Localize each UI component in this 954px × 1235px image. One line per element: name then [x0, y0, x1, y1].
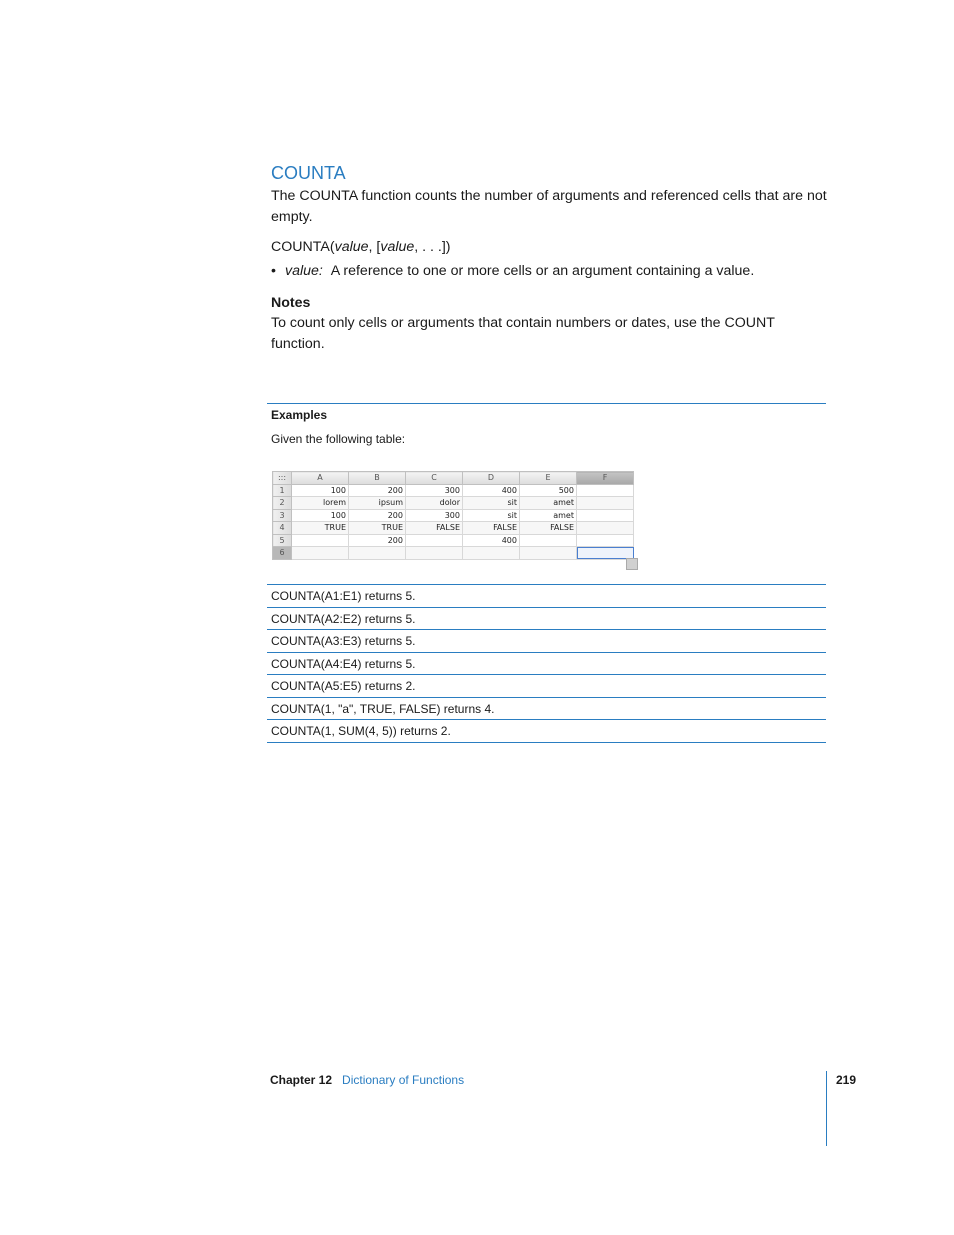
syntax-rest: , . . .]) — [414, 239, 451, 255]
table-cell: ipsum — [349, 497, 406, 510]
table-row — [273, 484, 634, 497]
table-cell — [292, 547, 349, 560]
table-cell: 300 — [406, 509, 463, 522]
table-cell: FALSE — [520, 522, 577, 535]
table-cell: TRUE — [349, 522, 406, 535]
table-cell: 200 — [349, 509, 406, 522]
table-row — [273, 497, 634, 510]
spreadsheet-image — [272, 471, 640, 572]
column-header-d: D — [463, 472, 520, 485]
list-item: COUNTA(1, "a", TRUE, FALSE) returns 4. — [267, 698, 826, 721]
table-cell — [577, 497, 634, 510]
list-item: COUNTA(A5:E5) returns 2. — [267, 675, 826, 698]
table-cell: 200 — [349, 484, 406, 497]
syntax-arg-2: value — [380, 239, 415, 255]
row-header: 3 — [273, 509, 292, 522]
table-cell: sit — [463, 509, 520, 522]
table-row — [273, 547, 634, 560]
bullet-dot: • — [271, 263, 276, 279]
argument-bullet — [271, 261, 827, 281]
function-description: The COUNTA function counts the number of arguments and referenced cells that are not empty. — [271, 188, 827, 225]
chapter-title-link[interactable]: Dictionary of Functions — [342, 1073, 465, 1087]
corner-cell: ::: — [273, 472, 292, 485]
table-cell — [577, 509, 634, 522]
column-header-a: A — [292, 472, 349, 485]
column-header-f: F — [577, 472, 634, 485]
footer-chapter — [270, 1073, 464, 1087]
table-cell — [349, 547, 406, 560]
function-syntax — [271, 237, 827, 257]
resize-handle-icon — [626, 558, 638, 570]
syntax-function-name: COUNTA — [271, 239, 330, 255]
row-header: 6 — [273, 547, 292, 560]
table-cell — [292, 534, 349, 547]
bullet-content — [285, 261, 754, 281]
list-item: COUNTA(A4:E4) returns 5. — [267, 653, 826, 676]
table-cell: amet — [520, 509, 577, 522]
table-cell: dolor — [406, 497, 463, 510]
examples-section — [267, 403, 826, 446]
table-cell: sit — [463, 497, 520, 510]
table-cell — [577, 534, 634, 547]
selected-cell — [577, 547, 634, 560]
syntax-open: ( — [329, 239, 335, 255]
table-cell: FALSE — [463, 522, 520, 535]
syntax-separator: , [ — [368, 239, 381, 255]
table-cell — [406, 534, 463, 547]
table-row — [273, 509, 634, 522]
table-cell: 100 — [292, 509, 349, 522]
list-item: COUNTA(A3:E3) returns 5. — [267, 630, 826, 653]
examples-intro: Given the following table: — [271, 432, 406, 446]
table-cell — [520, 547, 577, 560]
chapter-label: Chapter 12 — [270, 1073, 333, 1087]
row-header: 1 — [273, 484, 292, 497]
page-number: 219 — [836, 1073, 857, 1087]
column-header-row — [273, 472, 634, 485]
table-cell — [520, 534, 577, 547]
list-item: COUNTA(1, SUM(4, 5)) returns 2. — [267, 720, 826, 743]
table-cell — [406, 547, 463, 560]
table-cell: 300 — [406, 484, 463, 497]
syntax-arg-1: value — [334, 239, 369, 255]
main-content — [271, 162, 827, 354]
notes-text: To count only cells or arguments that contain numbers or dates, use the COUNT function. — [271, 315, 775, 352]
table-cell — [577, 484, 634, 497]
row-header: 2 — [273, 497, 292, 510]
list-item: COUNTA(A2:E2) returns 5. — [267, 608, 826, 631]
column-header-e: E — [520, 472, 577, 485]
results-list — [267, 584, 826, 743]
table-cell: 200 — [349, 534, 406, 547]
table-cell: lorem — [292, 497, 349, 510]
notes-heading: Notes — [271, 295, 311, 311]
table-cell: 400 — [463, 484, 520, 497]
examples-heading: Examples — [271, 408, 328, 422]
table-cell — [463, 547, 520, 560]
row-header: 5 — [273, 534, 292, 547]
table-cell: amet — [520, 497, 577, 510]
spreadsheet-table — [272, 471, 634, 560]
footer-divider — [826, 1071, 827, 1146]
table-cell: FALSE — [406, 522, 463, 535]
section-title: COUNTA — [271, 163, 346, 183]
table-cell: TRUE — [292, 522, 349, 535]
table-cell: 400 — [463, 534, 520, 547]
argument-description: A reference to one or more cells or an argument containing a value. — [330, 263, 755, 279]
table-cell: 100 — [292, 484, 349, 497]
column-header-b: B — [349, 472, 406, 485]
table-cell — [577, 522, 634, 535]
column-header-c: C — [406, 472, 463, 485]
row-header: 4 — [273, 522, 292, 535]
table-row — [273, 522, 634, 535]
argument-term: value: — [285, 263, 323, 279]
table-row — [273, 534, 634, 547]
list-item: COUNTA(A1:E1) returns 5. — [267, 585, 826, 608]
table-cell: 500 — [520, 484, 577, 497]
